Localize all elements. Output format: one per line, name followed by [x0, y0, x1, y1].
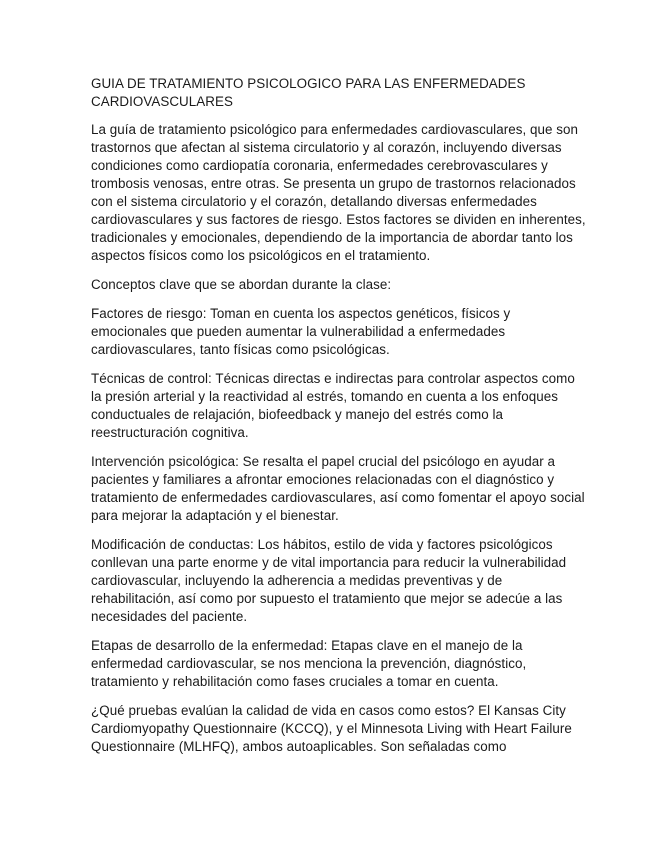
- text-line: enfermedad cardiovascular, se nos menciona la prevención, diagnóstico,: [91, 656, 527, 671]
- title-line: GUIA DE TRATAMIENTO PSICOLOGICO PARA LAS ENFERMEDADES: [91, 76, 526, 91]
- text-line: reestructuración cognitiva.: [91, 425, 249, 440]
- text-line: Factores de riesgo: Toman en cuenta los aspectos genéticos, físicos y: [91, 306, 511, 321]
- document-page: [91, 75, 586, 767]
- text-line: conductuales de relajación, biofeedback y manejo del estrés como la: [91, 407, 504, 422]
- text-line: emocionales que pueden aumentar la vulnerabilidad a enfermedades: [91, 324, 506, 339]
- text-line: La guía de tratamiento psicológico para enfermedades cardiovasculares, que son: [91, 122, 579, 137]
- text-line: tradicionales y emocionales, dependiendo de la importancia de abordar tanto los: [91, 230, 573, 245]
- key-concepts-heading: [91, 276, 571, 294]
- text-line: Técnicas de control: Técnicas directas e indirectas para controlar aspectos como: [91, 371, 575, 386]
- psychological-intervention-paragraph: [91, 453, 585, 525]
- text-line: tratamiento de enfermedades cardiovasculares, así como fomentar el apoyo social: [91, 490, 585, 505]
- text-line: con el sistema circulatorio y el corazón, detallando diversas enfermedades: [91, 194, 537, 209]
- text-line: ¿Qué pruebas evalúan la calidad de vida en casos como estos? El Kansas City: [91, 703, 566, 718]
- title-line: CARDIOVASCULARES: [91, 94, 233, 109]
- text-line: cardiovasculares, tanto físicas como psicológicas.: [91, 342, 390, 357]
- quality-of-life-tests-paragraph: [91, 702, 571, 756]
- text-line: trombosis venosas, entre otras. Se presenta un grupo de trastornos relacionados: [91, 176, 576, 191]
- text-line: aspectos físicos como los psicológicos en el tratamiento.: [91, 248, 431, 263]
- behavior-modification-paragraph: [91, 536, 571, 626]
- text-line: Intervención psicológica: Se resalta el papel crucial del psicólogo en ayudar a: [91, 454, 555, 469]
- disease-stages-paragraph: [91, 637, 571, 691]
- text-line: necesidades del paciente.: [91, 609, 248, 624]
- control-techniques-paragraph: [91, 370, 575, 442]
- text-line: cardiovasculares y sus factores de riesgo. Estos factores se dividen en inherentes,: [91, 212, 586, 227]
- text-line: tratamiento y rehabilitación como fases cruciales a tomar en cuenta.: [91, 674, 499, 689]
- text-line: condiciones como cardiopatía coronaria, enfermedades cerebrovasculares y: [91, 158, 548, 173]
- text-line: Etapas de desarrollo de la enfermedad: Etapas clave en el manejo de la: [91, 638, 523, 653]
- text-line: pacientes y familiares a afrontar emociones relacionadas con el diagnóstico y: [91, 472, 555, 487]
- text-line: Questionnaire (MLHFQ), ambos autoaplicables. Son señaladas como: [91, 739, 507, 754]
- text-line: Conceptos clave que se abordan durante la clase:: [91, 277, 392, 292]
- text-line: para mejorar la adaptación y el bienestar.: [91, 508, 339, 523]
- text-line: conllevan una parte enorme y de vital importancia para reducir la vulnerabilidad: [91, 555, 567, 570]
- text-line: cardiovascular, incluyendo la adherencia a medidas preventivas y de: [91, 573, 503, 588]
- text-line: Cardiomyopathy Questionnaire (KCCQ), y el Minnesota Living with Heart Failure: [91, 721, 572, 736]
- text-line: rehabilitación, así como por supuesto el tratamiento que mejor se adecúe a las: [91, 591, 563, 606]
- intro-paragraph: [91, 121, 586, 265]
- risk-factors-paragraph: [91, 305, 571, 359]
- document-title: [91, 75, 571, 111]
- text-line: Modificación de conductas: Los hábitos, estilo de vida y factores psicológicos: [91, 537, 553, 552]
- text-line: la presión arterial y la reactividad al estrés, tomando en cuenta a los enfoques: [91, 389, 558, 404]
- text-line: trastornos que afectan al sistema circulatorio y al corazón, incluyendo diversas: [91, 140, 562, 155]
